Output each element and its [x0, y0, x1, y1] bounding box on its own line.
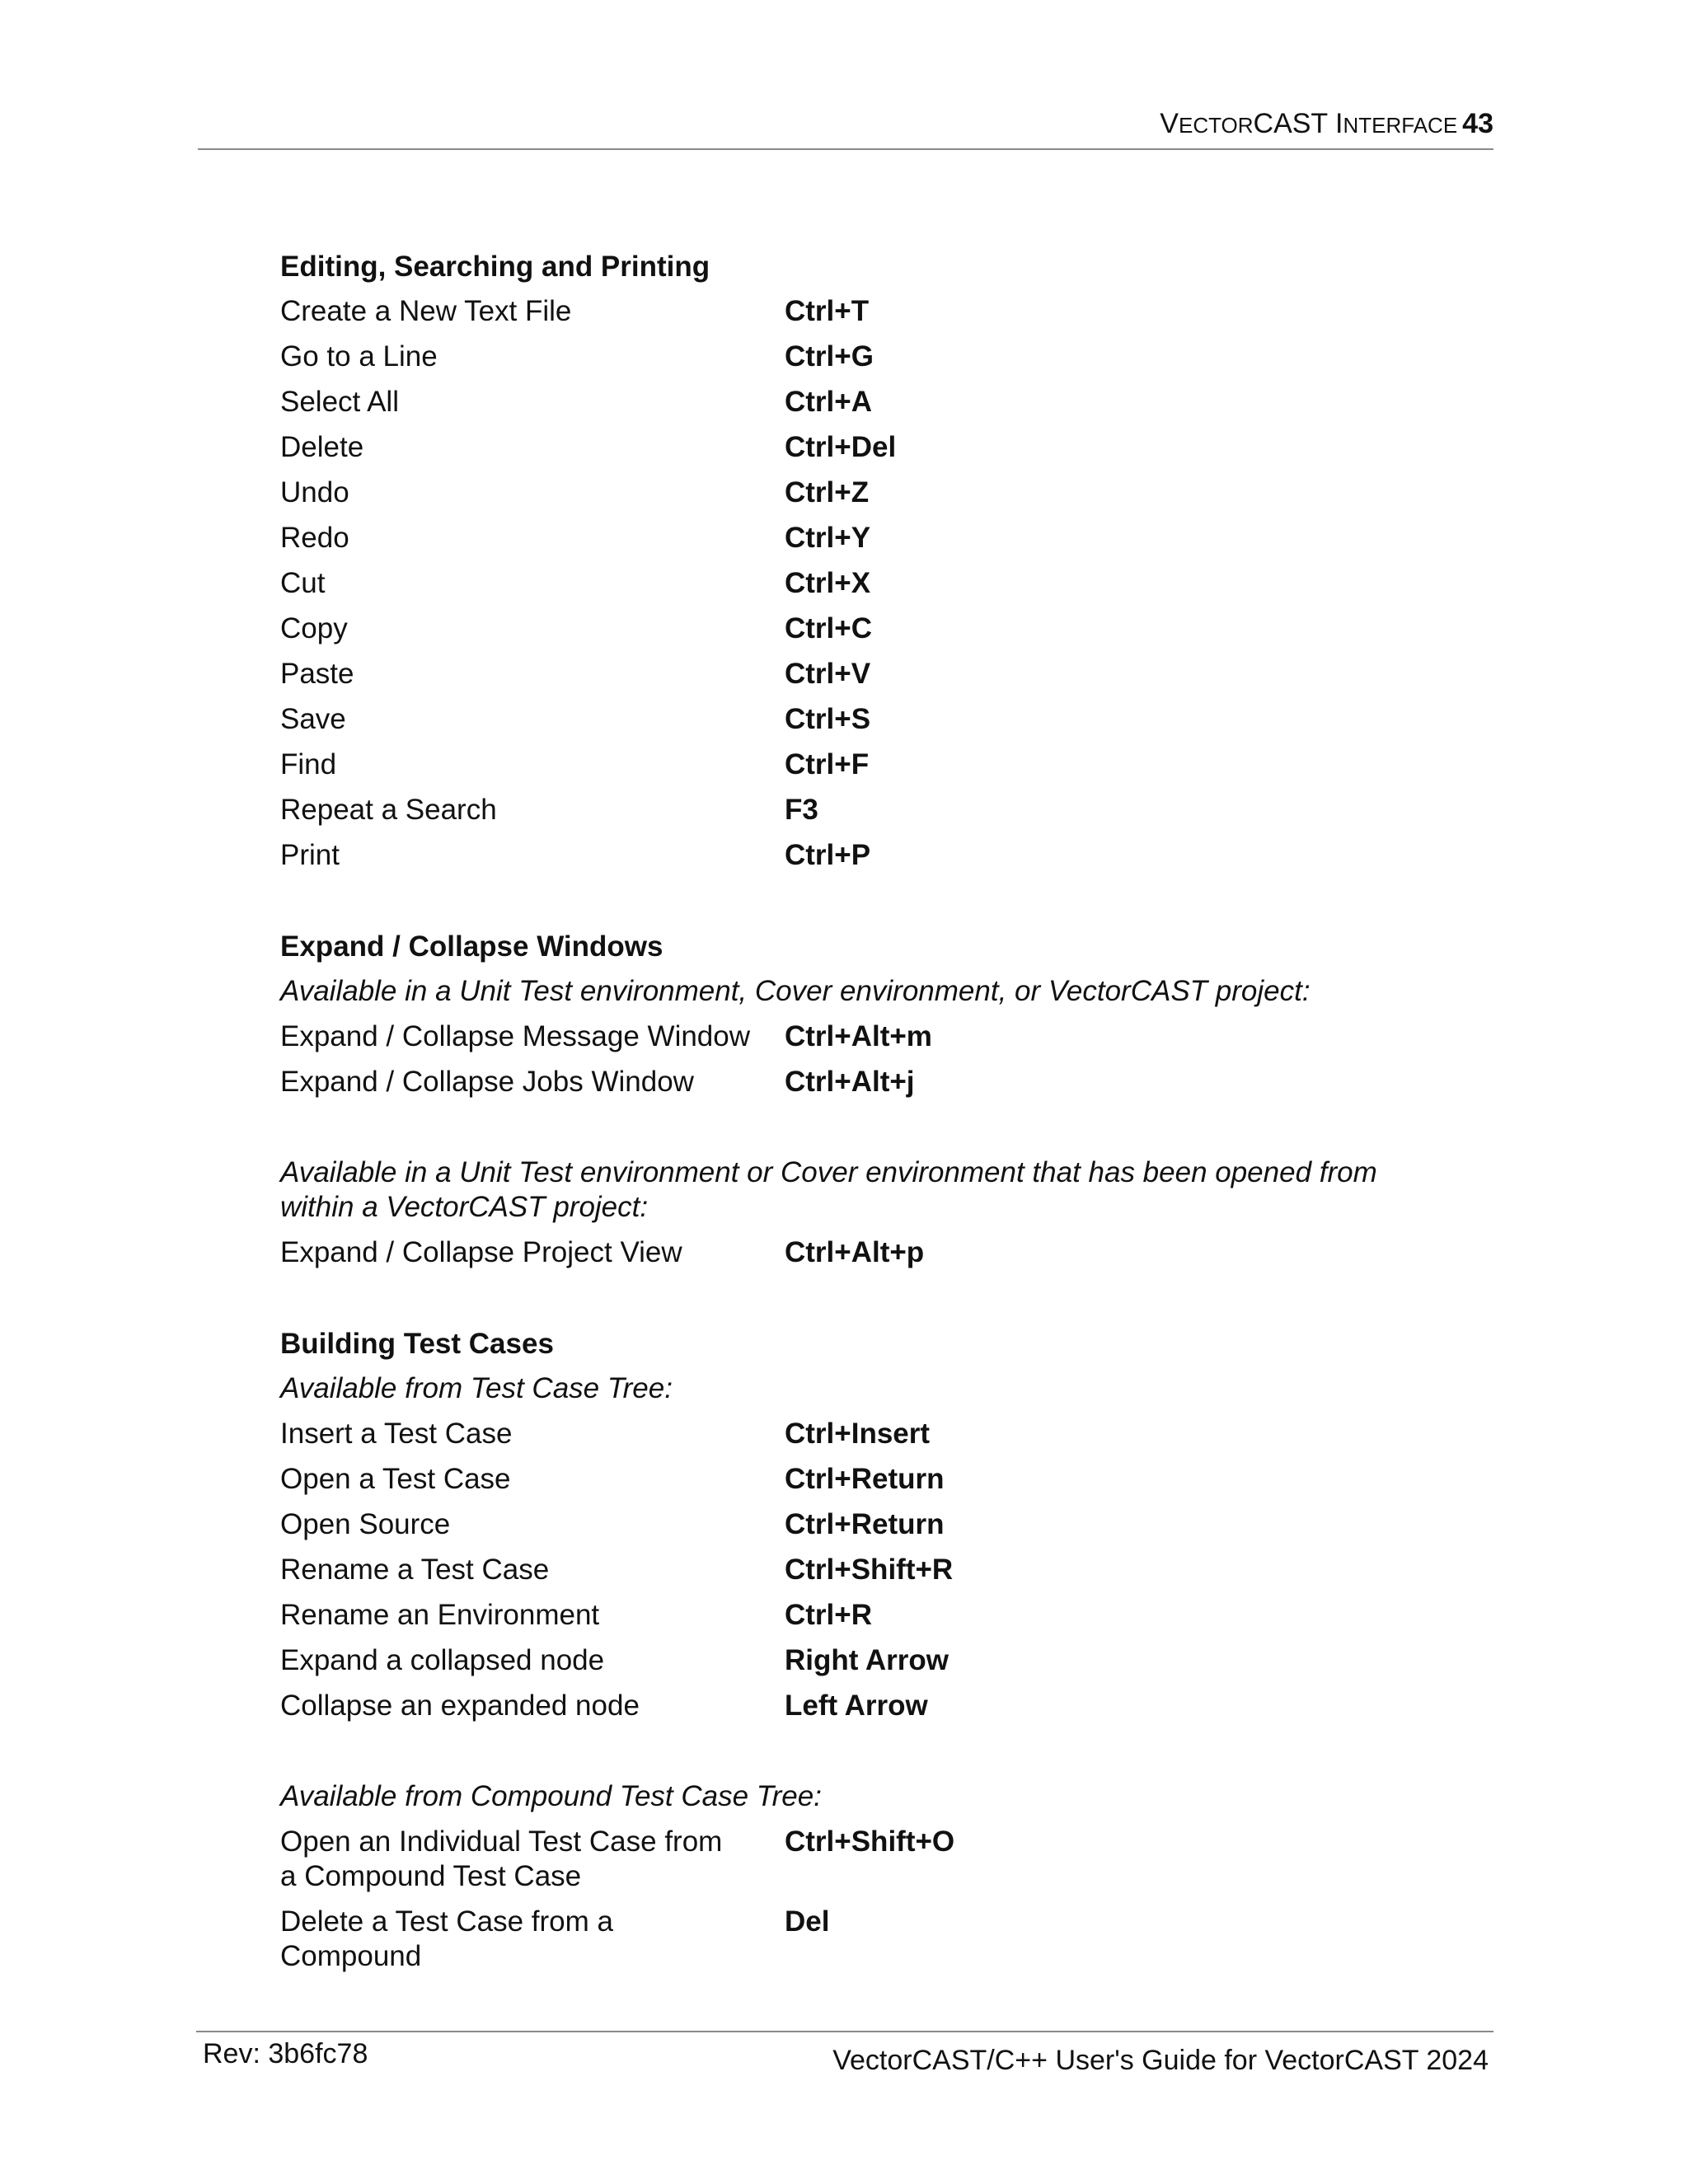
shortcut-key: Ctrl+Insert: [785, 1418, 931, 1450]
shortcut-key: Ctrl+S: [785, 703, 871, 735]
shortcut-row: [280, 425, 1451, 471]
command-label: Print: [280, 839, 340, 871]
shortcut-row: [280, 1502, 1451, 1548]
shortcut-row: [280, 1412, 1451, 1457]
header-text-i: I: [1335, 108, 1343, 139]
shortcut-key: Ctrl+C: [785, 612, 872, 644]
command-label: Open an Individual Test Case from a Compound Test Case: [280, 1825, 723, 1892]
section-spacer: [280, 1276, 1451, 1321]
command-label: Delete a Test Case from a Compound: [280, 1905, 613, 1972]
shortcut-key: Ctrl+Shift+O: [785, 1825, 955, 1858]
shortcut-row: [280, 1638, 1451, 1684]
shortcut-key: F3: [785, 794, 818, 826]
shortcut-row: [280, 652, 1451, 697]
command-label: Expand / Collapse Message Window: [280, 1020, 751, 1052]
shortcut-key: Ctrl+Alt+m: [785, 1020, 932, 1052]
shortcut-row: [280, 1457, 1451, 1502]
page-header: [198, 102, 1493, 150]
command-label: Redo: [280, 522, 349, 554]
shortcut-key: Left Arrow: [785, 1690, 928, 1722]
guide-title: VectorCAST/C++ User's Guide for VectorCAST 2024: [832, 2045, 1489, 2076]
command-label: Save: [280, 703, 346, 735]
command-label: Delete: [280, 431, 364, 463]
shortcut-key: Ctrl+G: [785, 340, 874, 373]
command-label: Rename an Environment: [280, 1599, 600, 1631]
header-text-ector: ECTOR: [1178, 113, 1254, 138]
command-label: Copy: [280, 612, 348, 644]
availability-note: Available in a Unit Test environment or Cover environment that has been opened from within a VectorCAST project:: [280, 1156, 1377, 1223]
shortcut-key: Ctrl+Z: [785, 476, 870, 509]
shortcut-row: [280, 471, 1451, 516]
shortcut-row: [280, 561, 1451, 607]
shortcut-row: [280, 1548, 1451, 1593]
shortcut-key: Ctrl+Shift+R: [785, 1554, 954, 1586]
shortcut-row: [280, 1015, 1451, 1060]
shortcut-key: Ctrl+P: [785, 839, 871, 871]
shortcut-key: Ctrl+Return: [785, 1463, 945, 1495]
shortcut-row: [280, 1060, 1451, 1105]
section-heading: Building Test Cases: [280, 1328, 554, 1360]
shortcut-row: [280, 335, 1451, 380]
command-label: Expand / Collapse Jobs Window: [280, 1066, 694, 1098]
shortcut-key: Ctrl+A: [785, 386, 872, 418]
command-label: Insert a Test Case: [280, 1418, 513, 1450]
command-label: Rename a Test Case: [280, 1554, 550, 1586]
command-label: Undo: [280, 476, 349, 509]
header-text-v: V: [1160, 108, 1179, 139]
shortcut-key: Del: [785, 1905, 830, 1938]
availability-note: Available from Test Case Tree:: [280, 1372, 673, 1404]
shortcut-row: [280, 1684, 1451, 1729]
shortcut-key: Ctrl+X: [785, 567, 871, 599]
page-number: 43: [1462, 108, 1493, 139]
shortcut-key: Ctrl+F: [785, 748, 870, 780]
shortcut-key: Ctrl+Alt+j: [785, 1066, 915, 1098]
shortcut-key: Ctrl+Alt+p: [785, 1236, 925, 1268]
command-label: Go to a Line: [280, 340, 438, 373]
shortcut-row: [280, 607, 1451, 652]
command-label: Expand / Collapse Project View: [280, 1236, 682, 1268]
command-label: Select All: [280, 386, 399, 418]
section-expand-collapse: [280, 924, 1451, 1276]
running-header: [1160, 107, 1493, 142]
shortcut-key: Ctrl+V: [785, 658, 871, 690]
header-text-nterface: NTERFACE: [1343, 113, 1458, 138]
section-spacer: [280, 1729, 1451, 1774]
shortcut-key: Right Arrow: [785, 1644, 949, 1676]
command-label: Open a Test Case: [280, 1463, 511, 1495]
shortcut-row: [280, 380, 1451, 425]
command-label: Collapse an expanded node: [280, 1690, 640, 1722]
command-label: Cut: [280, 567, 326, 599]
shortcut-key: Ctrl+Del: [785, 431, 897, 463]
command-label: Expand a collapsed node: [280, 1644, 605, 1676]
availability-note: Available in a Unit Test environment, Cover environment, or VectorCAST project:: [280, 975, 1311, 1007]
section-spacer: [280, 879, 1451, 924]
shortcut-row: [280, 1900, 1451, 1980]
availability-note: Available from Compound Test Case Tree:: [280, 1780, 822, 1812]
page-content: [280, 244, 1451, 1980]
command-label: Find: [280, 748, 337, 780]
shortcut-row: [280, 1230, 1451, 1276]
shortcut-key: Ctrl+Return: [785, 1508, 945, 1540]
section-heading: Editing, Searching and Printing: [280, 251, 710, 283]
section-editing: [280, 244, 1451, 879]
command-label: Create a New Text File: [280, 295, 572, 327]
shortcut-row: [280, 516, 1451, 561]
shortcut-key: Ctrl+R: [785, 1599, 872, 1631]
shortcut-row: [280, 289, 1451, 335]
command-label: Paste: [280, 658, 354, 690]
page-footer: [196, 2031, 1493, 2090]
revision-label: Rev: 3b6fc78: [203, 2038, 368, 2069]
header-text-cast: CAST: [1253, 108, 1336, 139]
section-spacer: [280, 1105, 1451, 1151]
shortcut-row: [280, 1593, 1451, 1638]
shortcut-row: [280, 743, 1451, 788]
shortcut-row: [280, 833, 1451, 879]
shortcut-row: [280, 697, 1451, 743]
shortcut-key: Ctrl+Y: [785, 522, 871, 554]
shortcut-key: Ctrl+T: [785, 295, 870, 327]
section-building-test-cases: [280, 1321, 1451, 1980]
section-heading: Expand / Collapse Windows: [280, 930, 663, 963]
command-label: Open Source: [280, 1508, 451, 1540]
shortcut-row: [280, 788, 1451, 833]
command-label: Repeat a Search: [280, 794, 497, 826]
shortcut-row: [280, 1820, 1451, 1900]
